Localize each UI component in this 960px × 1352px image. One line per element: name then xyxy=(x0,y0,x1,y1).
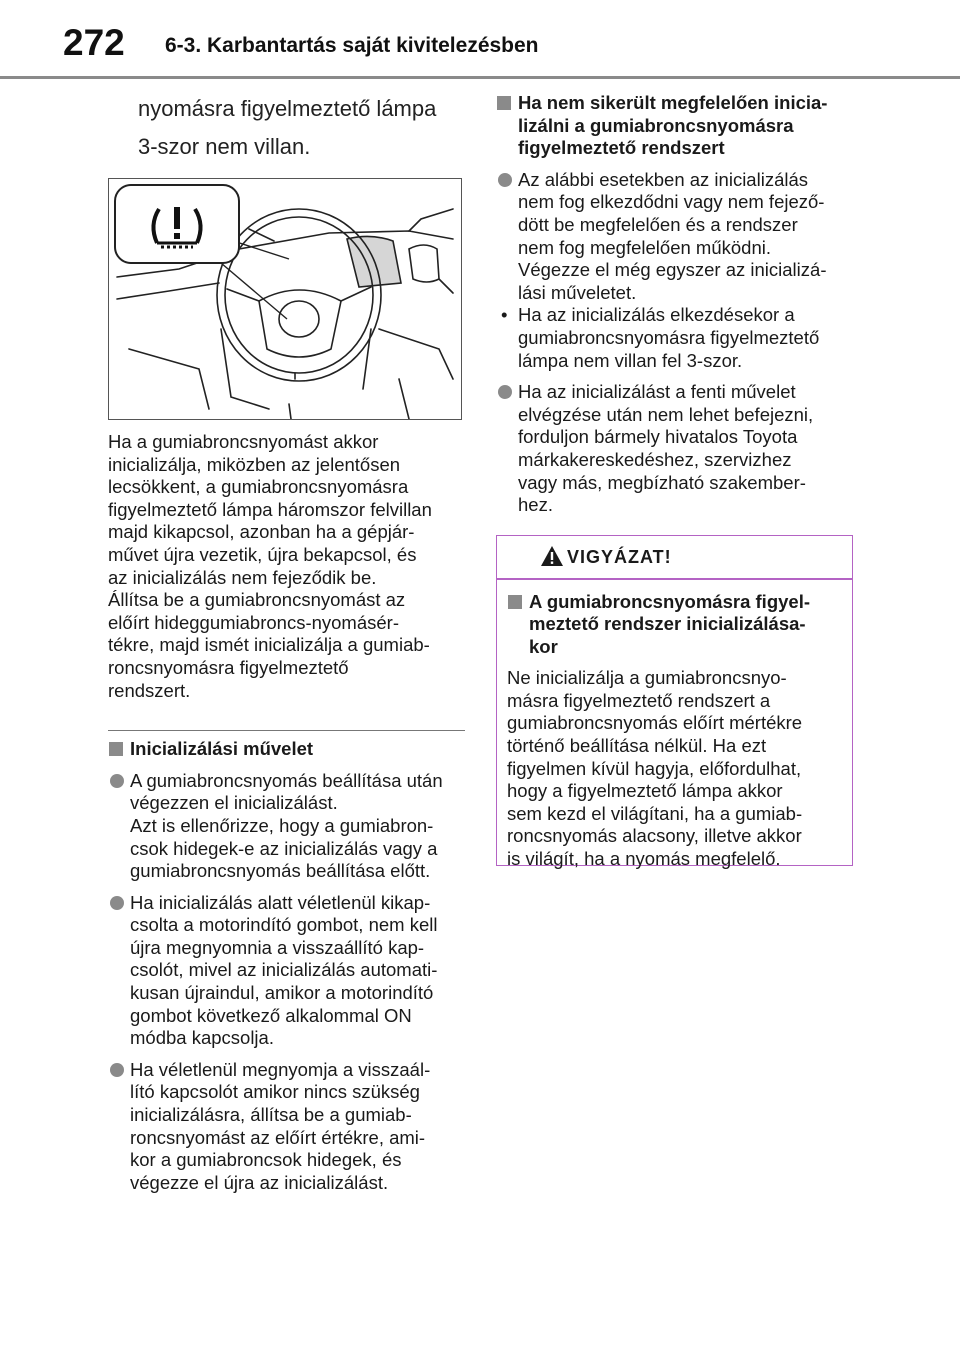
caution-header xyxy=(497,536,852,578)
list-item: • Ha az inicializálás elkezdésekor a gumiabroncsnyomásra figyelmeztető lámpa nem villan fel 3-szor. xyxy=(501,304,820,371)
caution-box xyxy=(496,535,853,870)
section-divider xyxy=(108,730,465,731)
caution-text: Ne inicializálja a gumiabroncsnyo- másra figyelmeztető rendszert a gumiabroncsnyomás előírt mértékre történő beállítása nélkül. Ha ezt figyelmen kívül hagyja, előfordulhat, hogy a figyelmeztető lámpa akkor sem kezd el világítani, ha a gumiab- roncsnyomás alacsony, illetve akkor is világít, ha a nyomás megfelelő. xyxy=(507,667,803,870)
circle-bullet-icon xyxy=(110,896,124,910)
tire-pressure-warning-icon xyxy=(115,185,289,319)
list-item: Ha az inicializálást a fenti művelet elvégzése után nem lehet befejezni, forduljon bármely hivatalos Toyota márkakereskedéshez, szervizhez vagy más, megbízható szakember- hez. xyxy=(496,381,852,517)
left-column xyxy=(108,90,468,1194)
circle-bullet-icon xyxy=(498,385,512,399)
page-header xyxy=(0,0,960,78)
right-column xyxy=(496,92,852,517)
list-item: Ha véletlenül megnyomja a visszaál- lító kapcsolót amikor nincs szükség inicializálásra, állítsa be a gumiab- roncsnyomást az előírt értékre, ami- kor a gumiabroncsok hidegek, és végezze el újra az inicializálást. xyxy=(108,1059,468,1195)
square-bullet-icon xyxy=(497,96,511,110)
list-item: A gumiabroncsnyomás beállítása után végezzen el inicializálást. Azt is ellenőrizze, hogy a gumiabron- csok hidegek-e az inicializálás vagy a gumiabroncsnyomás beállítása előtt. xyxy=(108,770,468,883)
header-rule xyxy=(0,76,960,79)
square-bullet-icon xyxy=(508,595,522,609)
page-number: 272 xyxy=(63,22,125,63)
warning-triangle-icon xyxy=(540,545,564,567)
caution-heading: A gumiabroncsnyomásra figyel- meztető rendszer inicializálása- kor xyxy=(507,591,842,659)
steering-wheel-illustration xyxy=(108,178,462,420)
reinitialization-note: Ha a gumiabroncsnyomást akkor inicializálja, miközben az jelentősen lecsökkent, a gumiabroncsnyomásra figyelmeztető lámpa háromszor felvillan majd kikapcsol, azonban ha a gépjár- művet újra vezetik, újra bekapcsol, és az inicializálás nem fejeződik be. Állítsa be a gumiabroncsnyomást az előírt hideggumiabroncs-nyomásér- tékre, majd ismét inicializálja a gumiab- roncsnyomásra figyelmeztető rendszert. xyxy=(108,431,432,701)
section-title: 6-3. Karbantartás saját kivitelezésben xyxy=(165,34,539,57)
circle-bullet-icon xyxy=(110,774,124,788)
caution-title: VIGYÁZAT! xyxy=(567,547,672,567)
list-item: Ha inicializálás alatt véletlenül kikap- csolta a motorindító gombot, nem kell újra megnyomnia a visszaállító kap- csolót, mivel az inicializálás automati- kusan újraindul, amikor a motorindító gombot következő alkalommal ON módba kapcsolja. xyxy=(108,892,468,1050)
continued-step-text: nyomásra figyelmeztető lámpa 3-szor nem villan. xyxy=(138,96,437,159)
square-bullet-icon xyxy=(109,742,123,756)
caution-body xyxy=(497,580,852,871)
circle-bullet-icon xyxy=(498,173,512,187)
section-heading-initialization: Inicializálási művelet xyxy=(108,738,468,761)
dashboard-drawing xyxy=(109,179,461,419)
circle-bullet-icon xyxy=(110,1063,124,1077)
dot-bullet-icon: • xyxy=(501,304,508,326)
list-item: Az alábbi esetekben az inicializálás nem fog elkezdődni vagy nem fejező- dött be megfelelően és a rendszer nem fog megfelelően működni. Végezze el még egyszer az inicializá- lási műveletet. xyxy=(496,169,852,305)
section-heading-failed-initialization: Ha nem sikerült megfelelően inicia- lizálni a gumiabroncsnyomásra figyelmeztető rendszert xyxy=(496,92,852,160)
